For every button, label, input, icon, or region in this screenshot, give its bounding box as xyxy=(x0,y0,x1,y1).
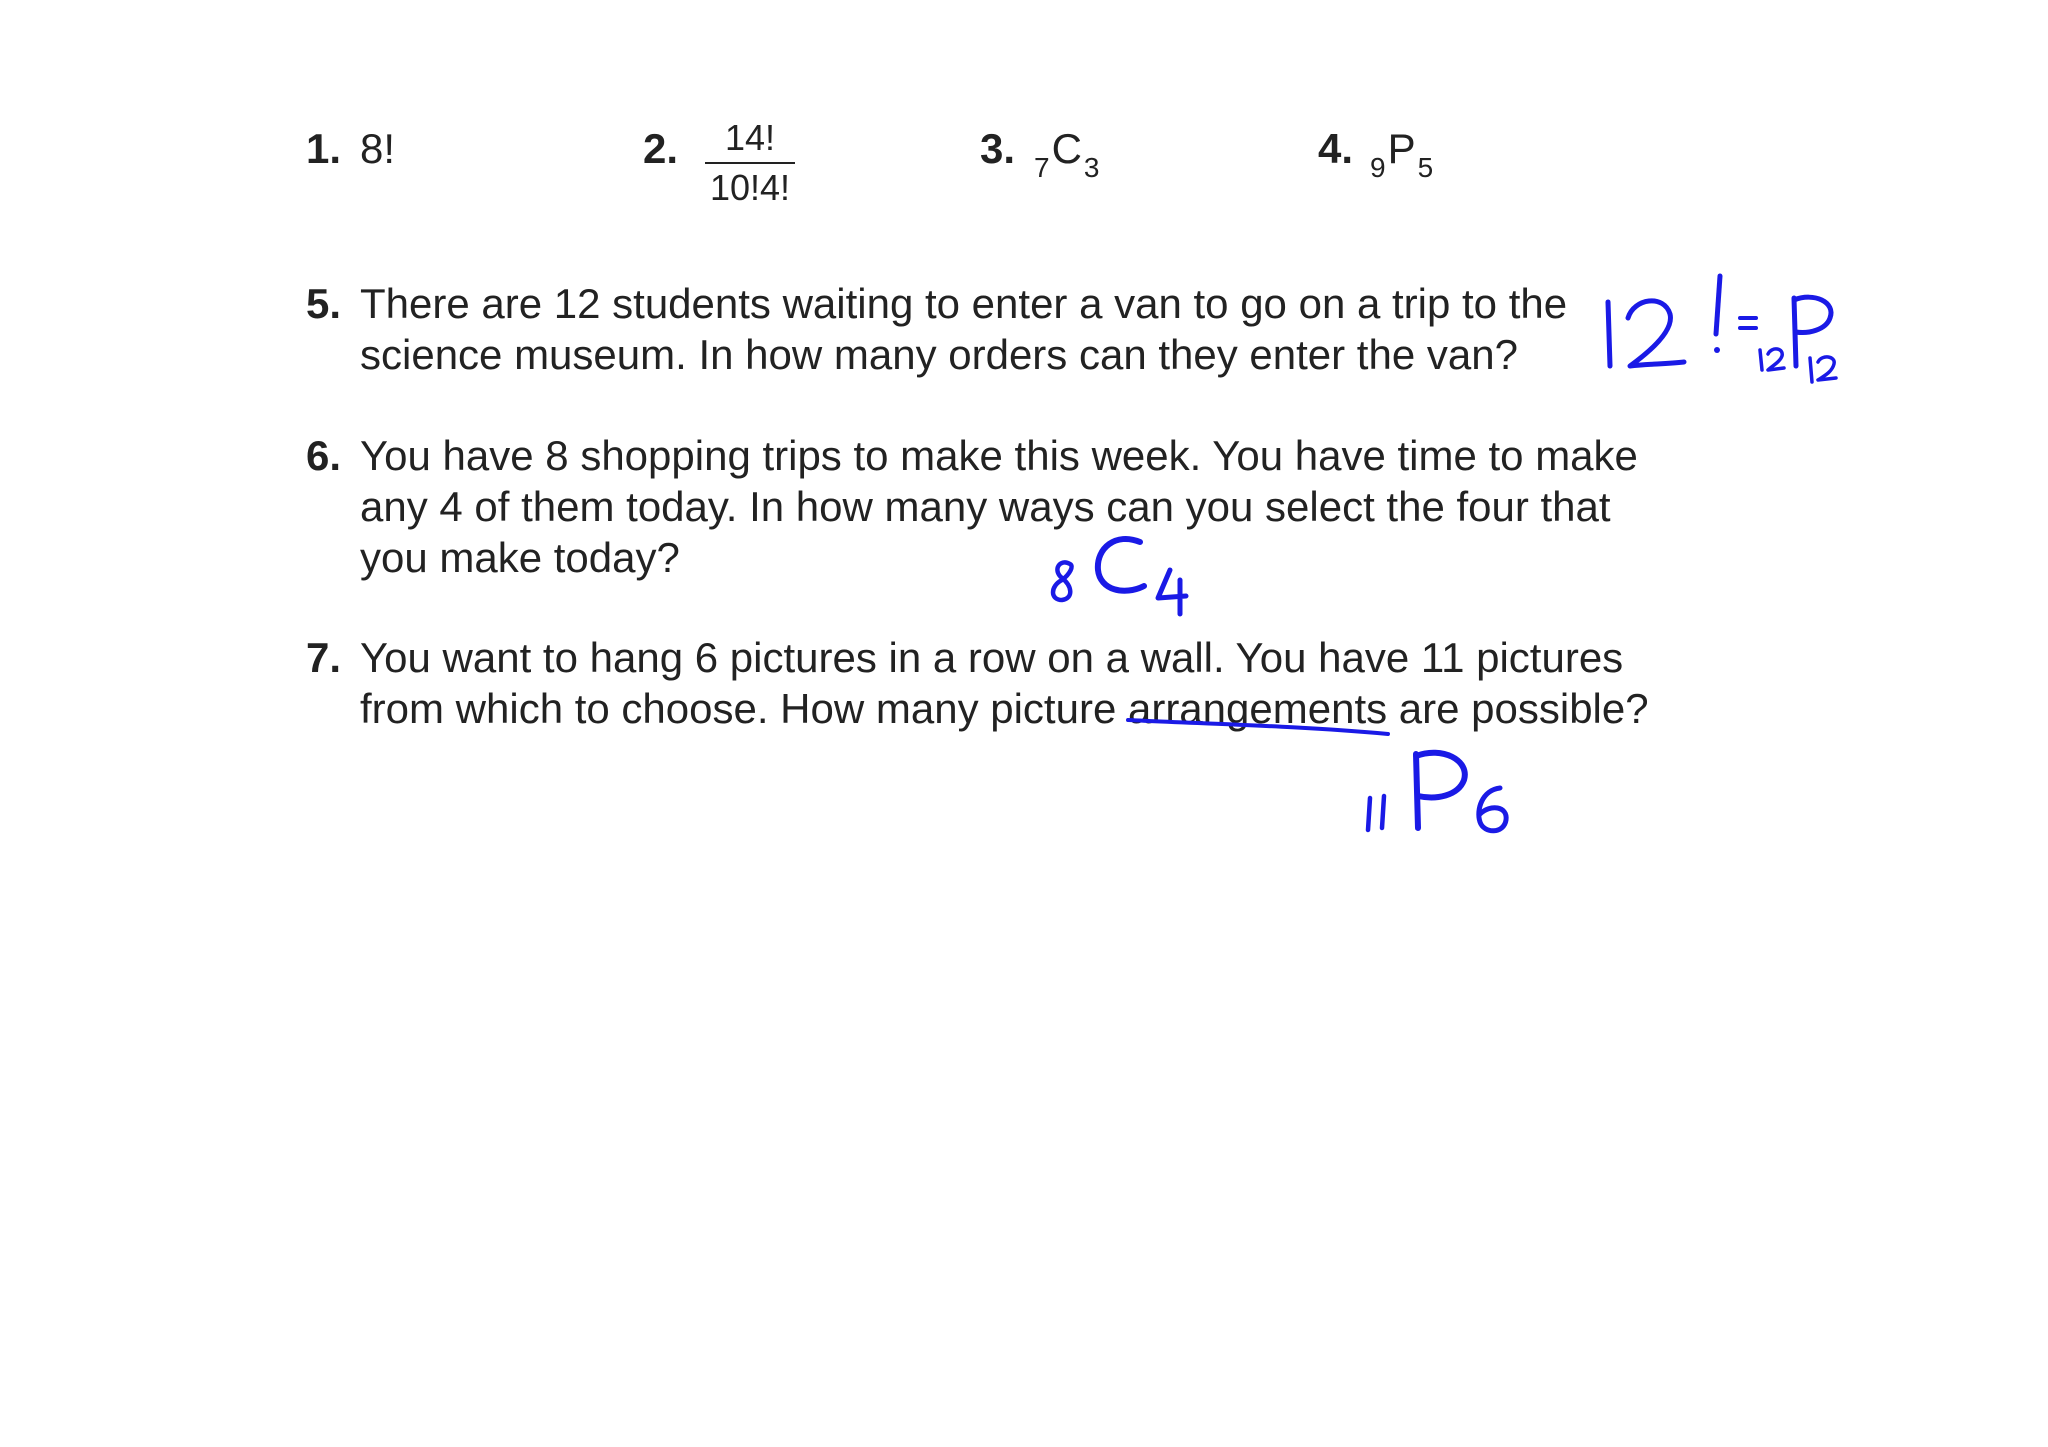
problem-7-line-1: You want to hang 6 pictures in a row on a wall. You have 11 pictures xyxy=(360,634,1624,681)
handwritten-answer-6 xyxy=(1040,530,1220,620)
ink-post-sub-4 xyxy=(1158,570,1186,614)
ink-pre-sub-1 xyxy=(1760,350,1762,370)
permutation-r: 5 xyxy=(1417,152,1434,183)
ink-equals xyxy=(1740,318,1756,328)
exercise-1-expression: 8! xyxy=(360,125,396,172)
problem-5-line-2: science museum. In how many orders can they enter the van? xyxy=(360,331,1518,378)
ink-permutation-p xyxy=(1416,753,1465,828)
combination-r: 3 xyxy=(1083,152,1100,183)
exercise-2-fraction xyxy=(705,117,795,208)
ink-pre-sub-8 xyxy=(1053,562,1072,600)
ink-exclamation-bar xyxy=(1716,276,1720,334)
fraction-denominator: 10!4! xyxy=(709,167,791,208)
exercise-3-number: 3. xyxy=(980,125,1016,172)
ink-exclamation-dot xyxy=(1714,347,1720,353)
exercise-4-number: 4. xyxy=(1318,125,1354,172)
ink-post-sub-2 xyxy=(1818,357,1836,380)
handwritten-answer-5 xyxy=(1600,262,1860,392)
problem-5-line-1: There are 12 students waiting to enter a van to go on a trip to the xyxy=(360,280,1568,327)
ink-post-sub-1 xyxy=(1810,358,1812,382)
problem-7-line-2: from which to choose. How many picture arrangements are possible? xyxy=(360,685,1649,732)
ink-pre-sub-11 xyxy=(1368,796,1384,830)
ink-pre-sub-2 xyxy=(1768,349,1784,370)
problem-5-number: 5. xyxy=(306,280,342,327)
handwritten-answer-7 xyxy=(1360,740,1530,840)
permutation-symbol: P xyxy=(1387,125,1416,172)
ink-post-sub-6 xyxy=(1479,788,1506,831)
problem-7-number: 7. xyxy=(306,634,342,681)
problem-6-line-3: you make today? xyxy=(360,534,680,581)
problem-6-line-1: You have 8 shopping trips to make this week. You have time to make xyxy=(360,432,1638,479)
fraction-numerator: 14! xyxy=(724,117,776,158)
ink-digit-2 xyxy=(1628,301,1684,366)
ink-underline-arrangements xyxy=(1120,710,1400,740)
exercise-3-expression xyxy=(1034,125,1100,183)
exercise-1-number: 1. xyxy=(306,125,342,172)
combination-n: 7 xyxy=(1034,152,1050,183)
exercise-2-number: 2. xyxy=(643,125,679,172)
problem-5-text xyxy=(360,278,1720,380)
combination-symbol: C xyxy=(1051,125,1082,172)
permutation-n: 9 xyxy=(1370,152,1386,183)
problem-6-line-2: any 4 of them today. In how many ways can you select the four that xyxy=(360,483,1611,530)
problem-7-text xyxy=(360,632,1720,734)
exercise-4-expression xyxy=(1370,125,1434,183)
ink-combination-c xyxy=(1098,539,1144,591)
ink-digit-1 xyxy=(1608,302,1610,366)
problem-6-number: 6. xyxy=(306,432,342,479)
